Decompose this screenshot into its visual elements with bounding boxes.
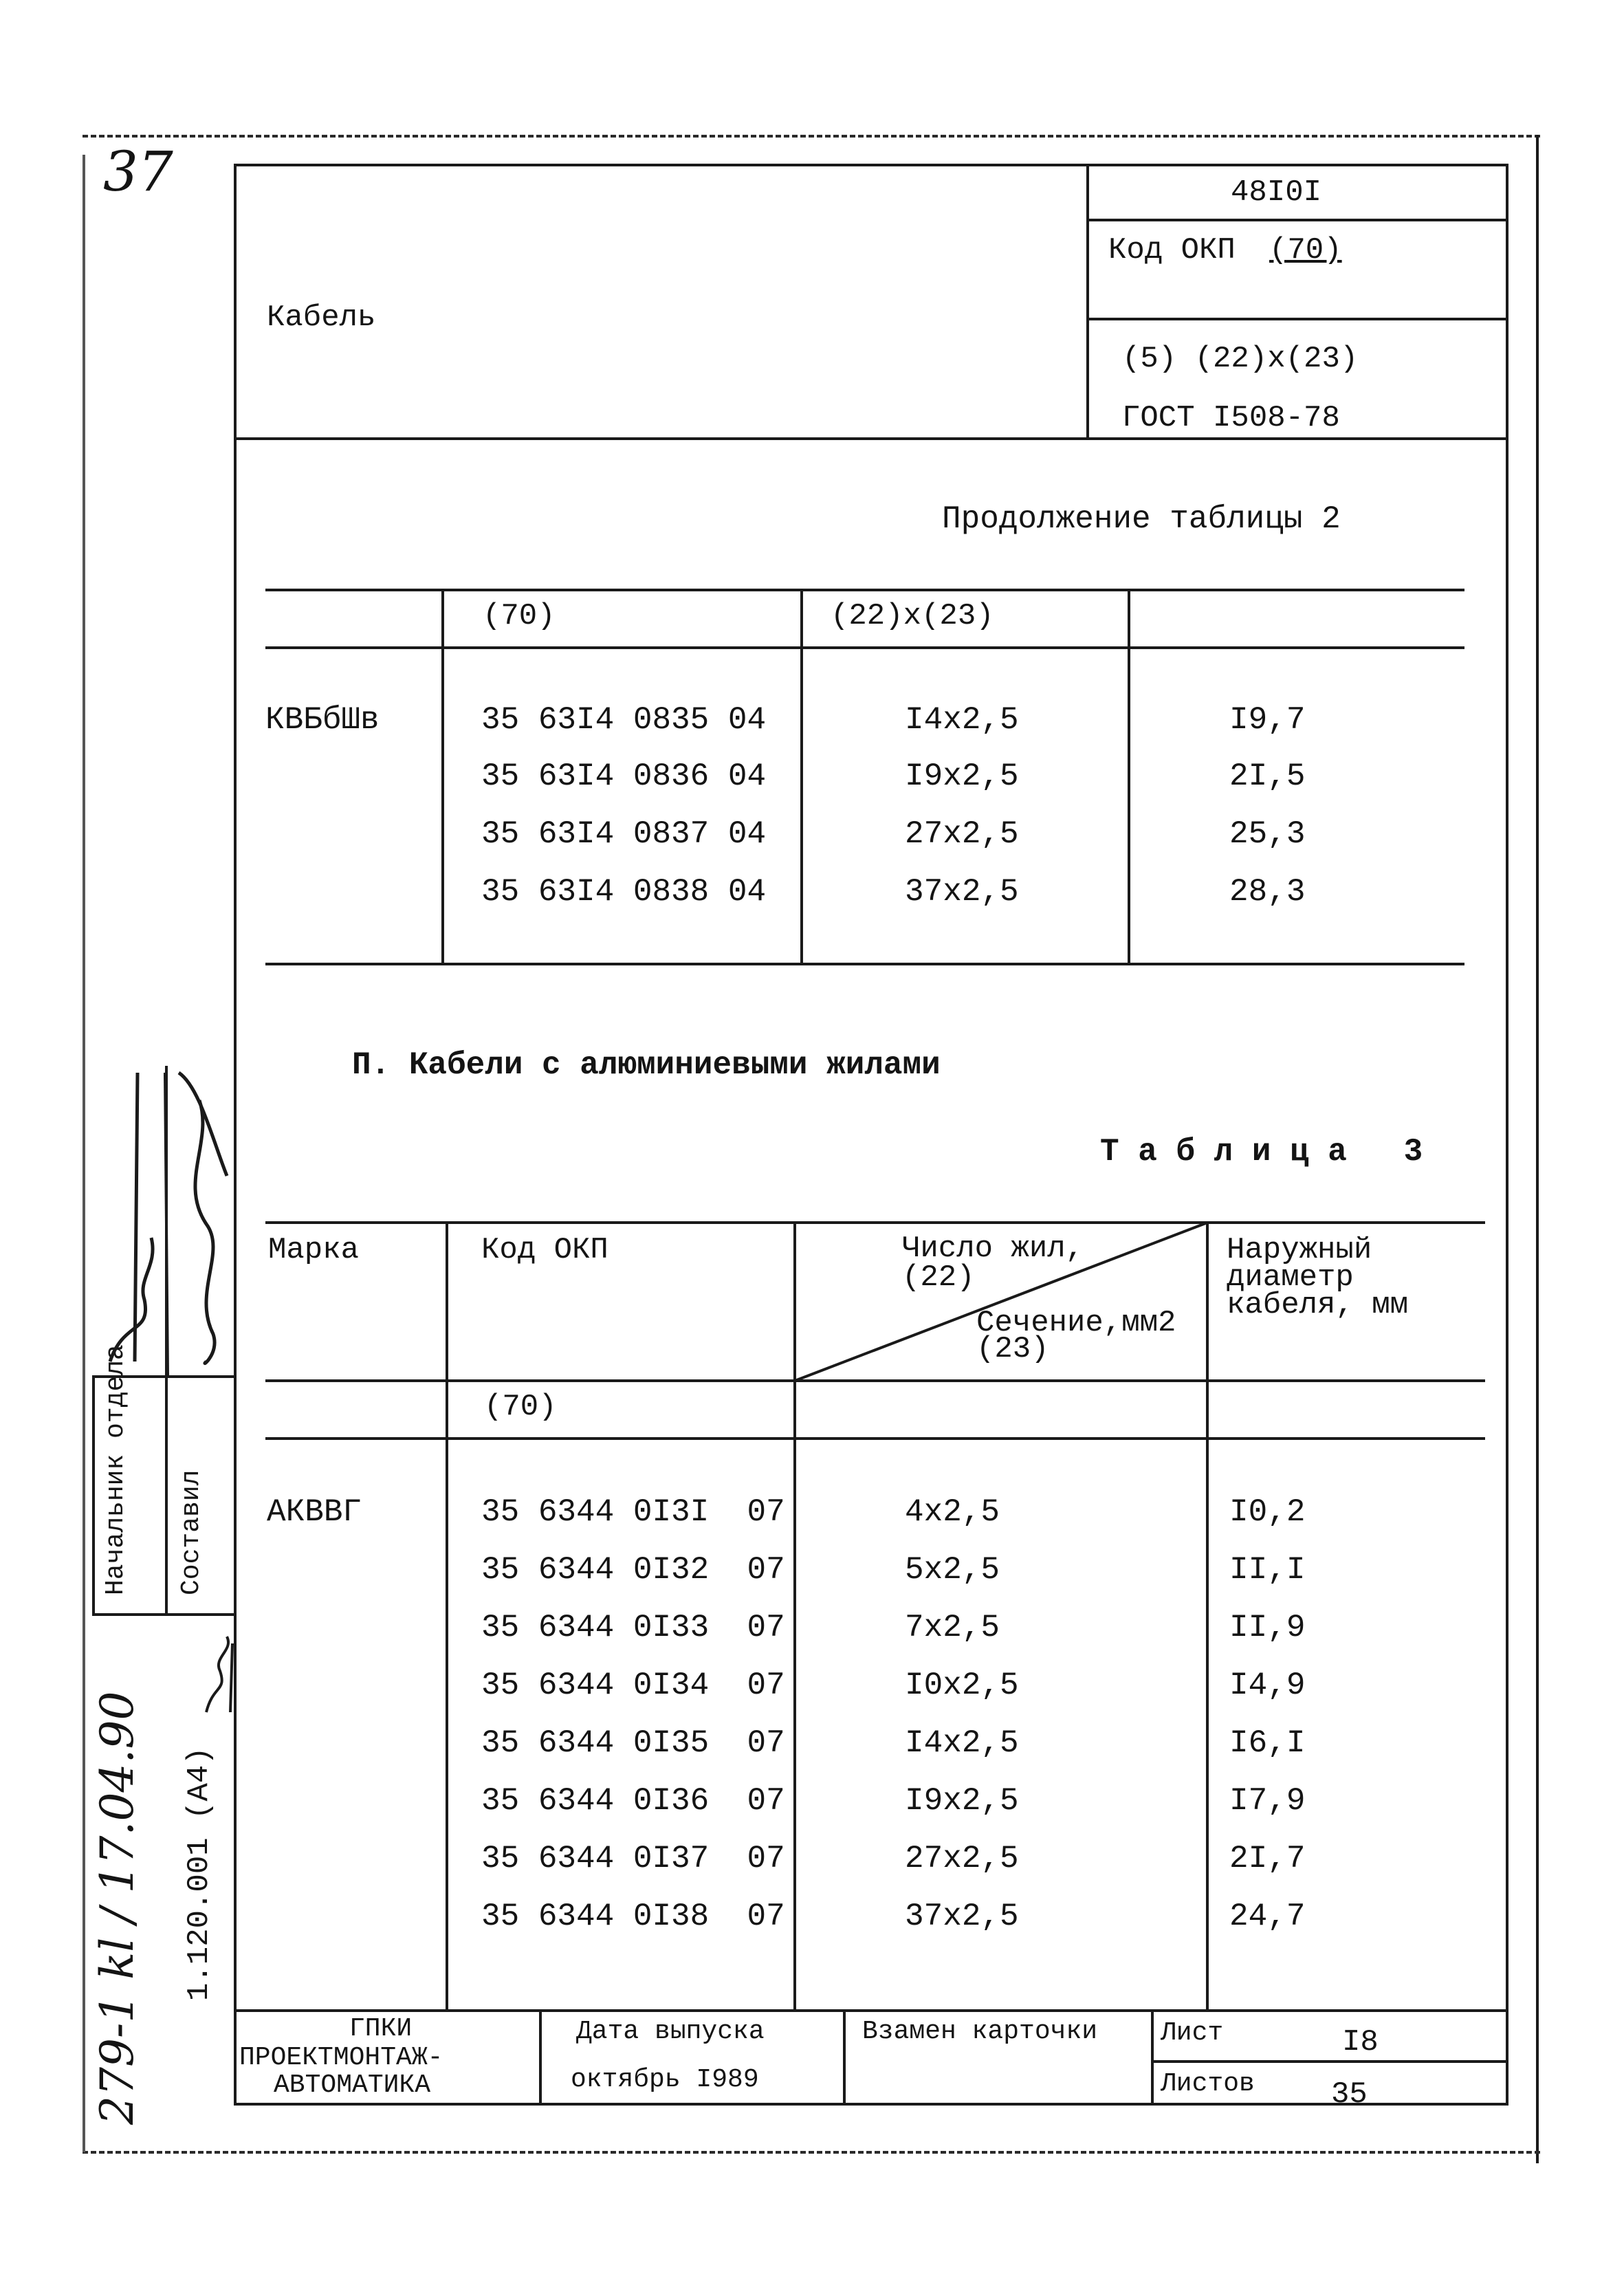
signature-marks (96, 1059, 241, 1375)
table2-code: 35 63I4 0837 04 (481, 816, 767, 852)
table3-code: 35 6344 0I32 07 (481, 1552, 785, 1588)
table3-header-diameter-2: диаметр (1227, 1260, 1354, 1295)
table2-col-divider-1 (441, 589, 444, 965)
table3-code: 35 6344 0I37 07 (481, 1841, 785, 1877)
product-code: 48I0I (1231, 175, 1322, 210)
table3-code: 35 6344 0I35 07 (481, 1725, 785, 1761)
frame-top-dashed (83, 135, 1540, 138)
table3-header-cores-1: Число жил, (902, 1232, 1084, 1266)
table3-header-brand: Марка (268, 1233, 360, 1267)
standard-number: ГОСТ I508-78 (1122, 401, 1340, 435)
footer-date-label: Дата выпуска (576, 2017, 765, 2046)
table2-col-okp: (70) (483, 599, 556, 633)
table3-code: 35 6344 0I36 07 (481, 1783, 785, 1819)
margin-rule-2 (92, 1613, 237, 1616)
header-line-2 (1086, 318, 1507, 320)
table2-diameter: 2I,5 (1229, 758, 1306, 794)
table3-cores: 27x2,5 (905, 1841, 1019, 1877)
product-name: Кабель (267, 300, 376, 335)
table2-col-divider-2 (800, 589, 803, 965)
footer-replace-label: Взамен карточки (862, 2017, 1098, 2046)
margin-signature-small (199, 1630, 241, 1719)
table2-cores: I9x2,5 (905, 758, 1019, 794)
table3-diameter: II,9 (1229, 1610, 1306, 1646)
footer-org-2: ПРОЕКТМОНТАЖ- (239, 2043, 443, 2073)
margin-handwritten-ref: 279-1 kl / 17.04.90 (91, 1691, 144, 2125)
page-number-handwritten: 37 (103, 140, 173, 204)
table3-header-section-2: (23) (976, 1332, 1049, 1366)
table3-header-okp: Код ОКП (481, 1233, 608, 1267)
table3-diameter: I6,I (1229, 1725, 1306, 1761)
margin-role-head: Начальник отдела (101, 1344, 131, 1595)
frame-right (1536, 135, 1539, 2163)
table2-brand: КВБбШв (265, 702, 380, 738)
header-divider (1086, 164, 1089, 439)
table3-title: Т а б л и ц а 3 (1100, 1134, 1423, 1170)
margin-left-edge (92, 1375, 95, 1613)
margin-form-code: 1.120.001 (А4) (182, 1747, 217, 2001)
table3-cores: I4x2,5 (905, 1725, 1019, 1761)
card-right-border (1506, 164, 1508, 2104)
table3-cores: 7x2,5 (905, 1610, 1000, 1646)
table3-header-diameter-3: кабеля, мм (1227, 1288, 1409, 1322)
designation-formula: (5) (22)x(23) (1122, 342, 1359, 376)
table3-code: 35 6344 0I38 07 (481, 1899, 785, 1934)
table2-diameter: 25,3 (1229, 816, 1306, 852)
footer-org-1: ГПКИ (349, 2014, 413, 2044)
card-top-border (234, 164, 1508, 166)
footer-org-3: АВТОМАТИКА (274, 2070, 431, 2100)
frame-bottom-dashed (83, 2151, 1540, 2154)
table2-diameter: 28,3 (1229, 874, 1306, 910)
table2-code: 35 63I4 0838 04 (481, 874, 767, 910)
table2-diameter: I9,7 (1229, 702, 1306, 738)
footer-sheets-label: Листов (1161, 2069, 1255, 2099)
table3-diameter: I0,2 (1229, 1494, 1306, 1530)
table3-code: 35 6344 0I33 07 (481, 1610, 785, 1646)
table3-diameter: 2I,7 (1229, 1841, 1306, 1877)
table2-header-rule (265, 646, 1464, 649)
table3-diameter: I4,9 (1229, 1668, 1306, 1703)
table3-code-rule (265, 1437, 1485, 1440)
footer-top-rule (234, 2009, 1508, 2012)
footer-bottom-rule (234, 2103, 1508, 2106)
table3-diameter: 24,7 (1229, 1899, 1306, 1934)
table2-col-divider-3 (1128, 589, 1130, 965)
footer-date-value: октябрь I989 (571, 2065, 759, 2095)
table3-cores: 37x2,5 (905, 1899, 1019, 1934)
header-bottom-border (234, 437, 1508, 440)
table3-cores: 4x2,5 (905, 1494, 1000, 1530)
table2-code: 35 63I4 0835 04 (481, 702, 767, 738)
table3-code-row: (70) (484, 1390, 557, 1424)
section-title: П. Кабели с алюминиевыми жилами (352, 1047, 941, 1083)
table3-code: 35 6344 0I34 07 (481, 1668, 785, 1703)
footer-sheet-rule (1151, 2060, 1508, 2063)
table2-continuation-title: Продолжение таблицы 2 (942, 501, 1341, 537)
frame-left (83, 155, 85, 2152)
table2-col-cores: (22)x(23) (831, 599, 994, 633)
table2-cores: 37x2,5 (905, 874, 1019, 910)
table3-diameter: II,I (1229, 1552, 1306, 1588)
table3-header-cores-2: (22) (902, 1260, 975, 1295)
table3-diameter: I7,9 (1229, 1783, 1306, 1819)
okp-ref: (70) (1269, 233, 1342, 267)
footer-sheets-value: 35 (1331, 2077, 1368, 2112)
table3-brand: АКВВГ (267, 1494, 362, 1530)
margin-role-author: Составил (177, 1469, 206, 1595)
table3-code: 35 6344 0I3I 07 (481, 1494, 785, 1530)
table3-header-section-1: Сечение,мм2 (976, 1306, 1176, 1340)
table2-bottom-rule (265, 963, 1464, 965)
table3-cores: 5x2,5 (905, 1552, 1000, 1588)
footer-divider-1 (539, 2009, 542, 2104)
okp-label: Код ОКП (1108, 233, 1236, 267)
table2-top-rule (265, 589, 1464, 591)
footer-sheet-value: I8 (1342, 2025, 1379, 2059)
table3-cores: I0x2,5 (905, 1668, 1019, 1703)
table3-cores: I9x2,5 (905, 1783, 1019, 1819)
table2-code: 35 63I4 0836 04 (481, 758, 767, 794)
table2-cores: 27x2,5 (905, 816, 1019, 852)
table3-header-diameter-1: Наружный (1227, 1233, 1372, 1267)
footer-divider-3 (1151, 2009, 1154, 2104)
footer-sheet-label: Лист (1161, 2018, 1224, 2048)
header-line-1 (1086, 219, 1507, 221)
footer-divider-2 (843, 2009, 846, 2104)
table2-cores: I4x2,5 (905, 702, 1019, 738)
table3-col-divider-1 (446, 1221, 448, 2012)
